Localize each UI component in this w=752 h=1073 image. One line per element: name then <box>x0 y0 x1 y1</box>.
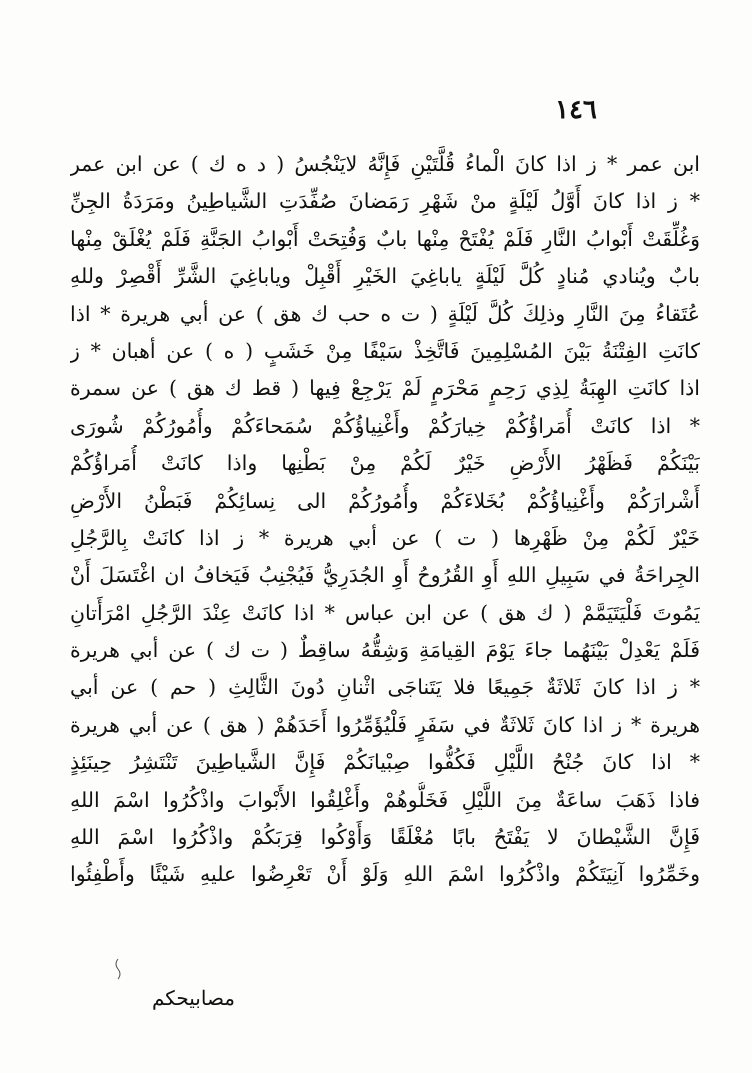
text-line: * ز اذا كانَ أَوَّلُ لَيْلَةٍ منْ شَهْرِ رَمَضانَ صُفِّدَتِ الشَّياطِينُ ومَرَدَةُ الجِنِّ <box>70 189 700 214</box>
text-line: يَمُوتَ فَلْيَتَيَمَّمْ ( ك هق ) عن ابن عباس * اذا كانَتْ عِنْدَ الرَّجُلِ امْرَأَتانِ <box>70 600 700 625</box>
text-line: فاذا ذَهَبَ ساعَةٌ مِنَ اللَّيْلِ فَخَلُّوهُمْ وأَغْلِقُوا الأَبْوابَ واذْكُرُوا اسْمَ اللهِ <box>70 787 700 812</box>
text-line: عُتَقاءُ مِنَ النَّارِ وذلِكَ كُلَّ لَيْلَةٍ ( ت ه حب ك هق ) عن أبي هريرة * اذا <box>70 301 700 326</box>
text-line: * ز اذا كانَ ثَلاثَةٌ جَمِيعًا فلا يَتَناجَى اثْنانِ دُونَ الثَّالِثِ ( حم ) عن أبي <box>70 675 700 700</box>
text-line: وخَمِّرُوا آنِيَتَكُمْ واذْكُرُوا اسْمَ اللهِ وَلَوْ أَنْ تَعْرِضُوا عليهِ شَيْئًا وأَطْفِئُوا <box>70 862 700 887</box>
text-line: ابن عمر * ز اذا كانَ الْماءُ قُلَّتَيْنِ فَإِنَّهُ لايَنْجُسُ ( د ه ك ) عن ابن عمر <box>70 152 700 176</box>
text-line: * اذا كانَ جُنْحُ اللَّيْلِ فَكُفُّوا صِبْيانَكُمْ فَإِنَّ الشَّياطِينَ تَنْتَشِرُ حِينَئِذٍ <box>70 750 700 775</box>
text-line: الجِراحَةُ في سَبِيلِ اللهِ أَوِ القُرُوحُ أَوِ الجُدَرِيُّ فَيُجْنِبُ فَيَخافُ ان اغْتَسَلَ أَنْ <box>70 563 700 588</box>
text-line: بَيْنَكُمْ فَظَهْرُ الأَرْضِ خَيْرٌ لَكُمْ مِنْ بَطْنِها واذا كانَتْ أُمَراؤُكُمْ <box>70 451 700 476</box>
text-line: هريرة * ز اذا كانَ ثَلاثَةٌ في سَفَرٍ فَلْيُؤَمِّرُوا أَحَدَهُمْ ( هق ) عن أبي هريرة <box>70 712 700 737</box>
hadith-text-block <box>70 146 700 894</box>
text-line: أَشْرارَكُمْ وأَغْنِياؤُكُمْ بُخَلاءَكُمْ وأُمُورُكُمْ الى نِسائِكُمْ فَبَطْنُ الأَرْضِ <box>70 488 700 513</box>
text-line: وَغُلِّقَتْ أَبْوابُ النَّارِ فَلَمْ يُفْتَحْ مِنْها بابٌ وَفُتِحَتْ أَبْوابُ الجَنَّةِ فَلَمْ يُغْلَقْ مِنْها <box>70 226 700 251</box>
text-line: فَلَمْ يَعْدِلْ بَيْنَهُما جاءَ يَوْمَ القِيامَةِ وَشِقُّهُ ساقِطٌ ( ت ك ) عن أبي هريرة <box>70 638 700 663</box>
text-line: بابٌ ويُنادي مُنادٍ كُلَّ لَيْلَةٍ ياباغِيَ الخَيْرِ أَقْبِلْ وياباغِيَ الشَّرِّ أَقْصِرْ وللهِ <box>70 264 700 289</box>
text-line: اذا كانَتِ الهِبَةُ لِذِي رَحِمٍ مَحْرَمٍ لَمْ يَرْجِعْ فِيها ( قط ك هق ) عن سمرة <box>70 376 700 401</box>
catchword: مصابيحكم <box>152 986 236 1010</box>
page-number: ١٤٦ <box>555 95 597 125</box>
catchword-flourish <box>112 958 124 980</box>
text-line: فَإِنَّ الشَّيْطانَ لا يَفْتَحُ بابًا مُغْلَقًا وَأَوْكُوا قِرَبَكُمْ واذْكُرُوا اسْمَ اللهِ <box>70 825 700 850</box>
text-line: * اذا كانَتْ أُمَراؤُكُمْ خِيارَكُمْ وأَغْنِياؤُكُمْ سُمَحاءَكُمْ وأُمُورُكُمْ شُورَى <box>70 413 700 438</box>
text-line: كانَتِ الفِتْنَةُ بَيْنَ المُسْلِمِينَ فَاتَّخِذْ سَيْفًا مِنْ خَشَبٍ ( ه ) عن أهبان * ز <box>70 338 700 363</box>
text-line: خَيْرٌ لَكُمْ مِنْ ظَهْرِها ( ت ) عن أبي هريرة * ز اذا كانَتْ بِالرَّجُلِ <box>70 525 700 550</box>
